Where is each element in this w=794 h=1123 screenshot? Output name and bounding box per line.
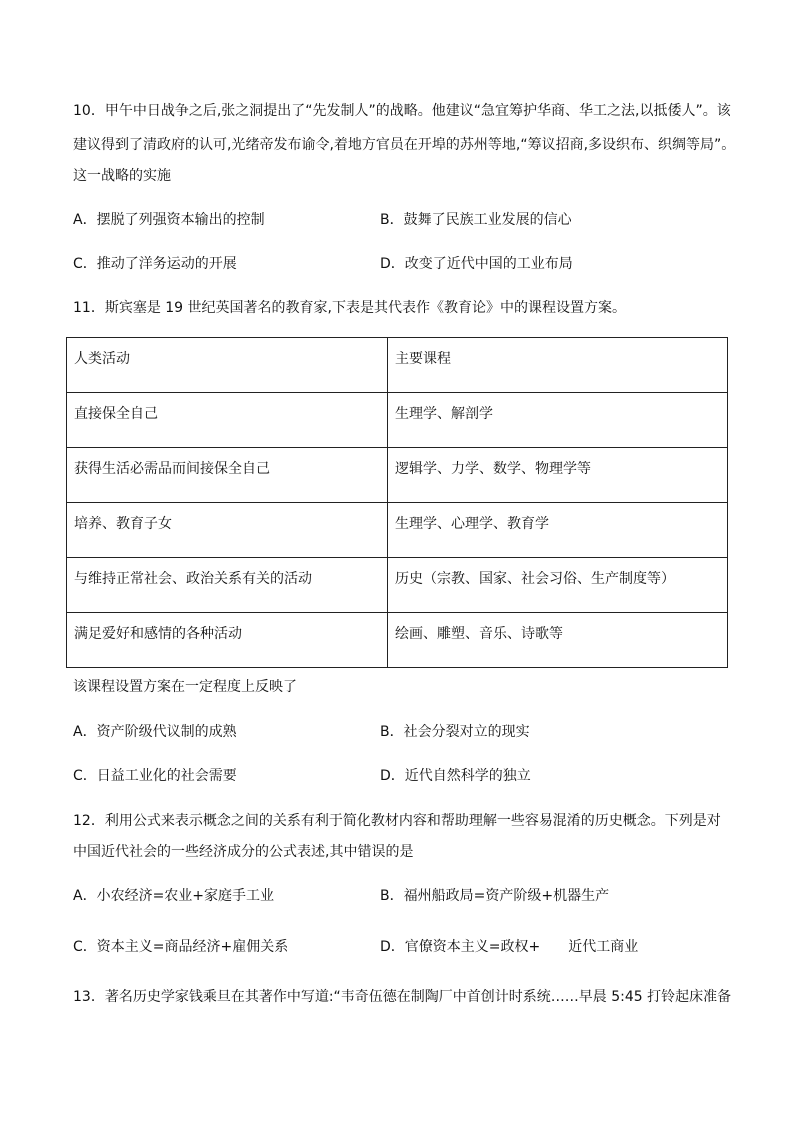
q11-option-b[interactable]: B．社会分裂对立的现实	[380, 724, 530, 740]
q12-option-a[interactable]: A．小农经济=农业+家庭手工业	[73, 888, 275, 904]
q10-stem-line-1: 10．甲午中日战争之后,张之洞提出了“先发制人”的战略。他建议“急宜筹护华商、华工之法,以抵倭人”。该	[73, 103, 731, 119]
table-cell-course: 历史（宗教、国家、社会习俗、生产制度等）	[388, 558, 728, 613]
table-row	[67, 503, 728, 558]
q11-option-d[interactable]: D．近代自然科学的独立	[380, 768, 531, 784]
table-row	[67, 558, 728, 613]
q11-stem: 11．斯宾塞是 19 世纪英国著名的教育家,下表是其代表作《教育论》中的课程设置方案。	[73, 300, 626, 316]
q10-option-d[interactable]: D．改变了近代中国的工业布局	[380, 256, 573, 272]
q13-stem-line-1: 13．著名历史学家钱乘旦在其著作中写道:“韦奇伍德在制陶厂中首创计时系统……早晨 5:45 打铃起床准备	[73, 989, 732, 1005]
table-cell-course: 绘画、雕塑、音乐、诗歌等	[388, 613, 728, 668]
q10-stem-line-3: 这一战略的实施	[73, 168, 171, 184]
table-cell-activity: 获得生活必需品而间接保全自己	[67, 448, 388, 503]
table-row	[67, 448, 728, 503]
q12-option-d[interactable]: D．官僚资本主义=政权+ 近代工商业	[380, 939, 639, 955]
table-row	[67, 613, 728, 668]
q11-question: 该课程设置方案在一定程度上反映了	[73, 679, 297, 695]
q12-option-c[interactable]: C．资本主义=商品经济+雇佣关系	[73, 939, 289, 955]
table-header-row	[67, 338, 728, 393]
q12-stem-line-1: 12．利用公式来表示概念之间的关系有利于简化教材内容和帮助理解一些容易混淆的历史概念。下列是对	[73, 813, 721, 829]
table-cell-activity: 直接保全自己	[67, 393, 388, 448]
q10-option-a[interactable]: A．摆脱了列强资本输出的控制	[73, 212, 265, 228]
q11-option-a[interactable]: A．资产阶级代议制的成熟	[73, 724, 237, 740]
table-row	[67, 393, 728, 448]
q12-stem-line-2: 中国近代社会的一些经济成分的公式表述,其中错误的是	[73, 844, 414, 860]
table-cell-course: 生理学、心理学、教育学	[388, 503, 728, 558]
curriculum-table	[66, 337, 728, 668]
q10-option-b[interactable]: B．鼓舞了民族工业发展的信心	[380, 212, 572, 228]
q10-stem-line-2: 建议得到了清政府的认可,光绪帝发布谕令,着地方官员在开埠的苏州等地,“筹议招商,多设织布、织绸等局”。	[73, 137, 736, 153]
table-header-cell: 人类活动	[67, 338, 388, 393]
q12-option-b[interactable]: B．福州船政局=资产阶级+机器生产	[380, 888, 610, 904]
table-cell-course: 生理学、解剖学	[388, 393, 728, 448]
q11-option-c[interactable]: C．日益工业化的社会需要	[73, 768, 237, 784]
table-header-cell: 主要课程	[388, 338, 728, 393]
table-cell-activity: 与维持正常社会、政治关系有关的活动	[67, 558, 388, 613]
table-cell-activity: 满足爱好和感情的各种活动	[67, 613, 388, 668]
table-cell-course: 逻辑学、力学、数学、物理学等	[388, 448, 728, 503]
q10-option-c[interactable]: C．推动了洋务运动的开展	[73, 256, 237, 272]
table-cell-activity: 培养、教育子女	[67, 503, 388, 558]
